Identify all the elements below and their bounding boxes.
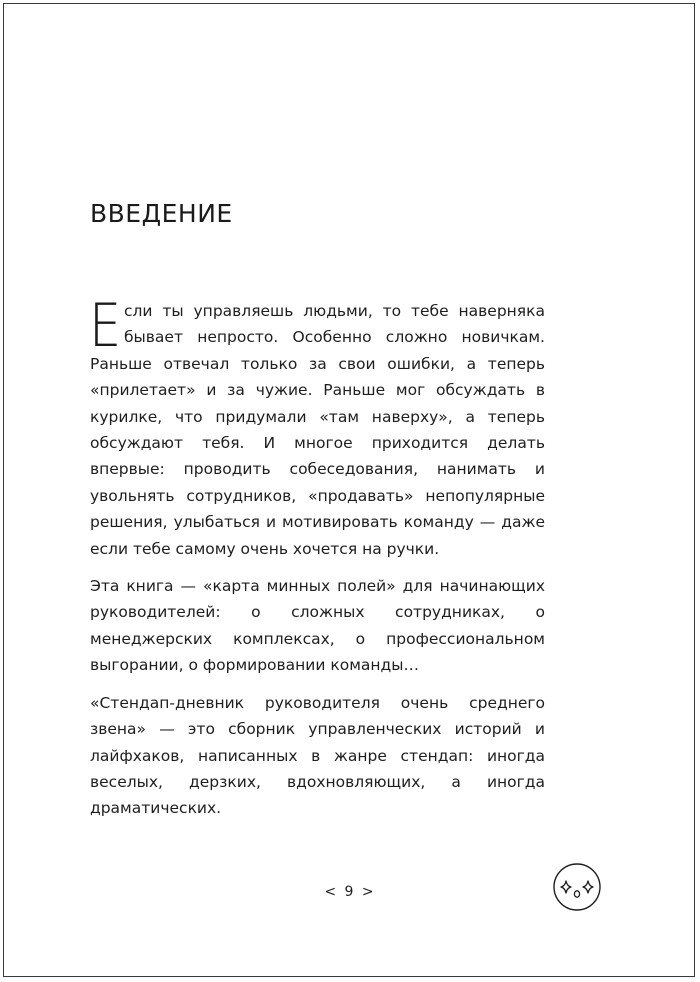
- drop-cap: Е: [89, 291, 122, 361]
- paragraph-2: Эта книга — «карта минных полей» для начинающих руководителей: о сложных сотрудниках, о менеджерских комплексах, о профессиональном выгорании, о формировании команды…: [90, 577, 545, 675]
- body-text: [89, 291, 545, 822]
- paragraph-1: [89, 291, 545, 562]
- page-number: < 9 >: [324, 884, 376, 900]
- paragraph-1-text: сли ты управляешь людьми, то тебе наверняка бывает непросто. Особенно сложно новичкам. Раньше отвечал только за свои ошибки, а теперь «прилетает» и за чужие. Раньше мог обсуждать в курилке, что придумали «там наверху», а теперь обсуждают тебя. И многое приходится делать впервые: проводить собеседования, нанимать и увольнять сотрудников, «продавать» непопулярные решения, улыбаться и мотивировать команду — даже если тебе самому очень хочется на ручки.: [90, 302, 545, 558]
- smiling-face-sparkles-icon: [552, 862, 602, 912]
- page-title: ВВЕДЕНИЕ: [90, 199, 233, 228]
- paragraph-3: «Стендап-дневник руководителя очень среднего звена» — это сборник управленческих историй и лайфхаков, написанных в жанре стендап: иногда веселых, дерзких, вдохновляющих, а иногда драматических.: [90, 693, 545, 818]
